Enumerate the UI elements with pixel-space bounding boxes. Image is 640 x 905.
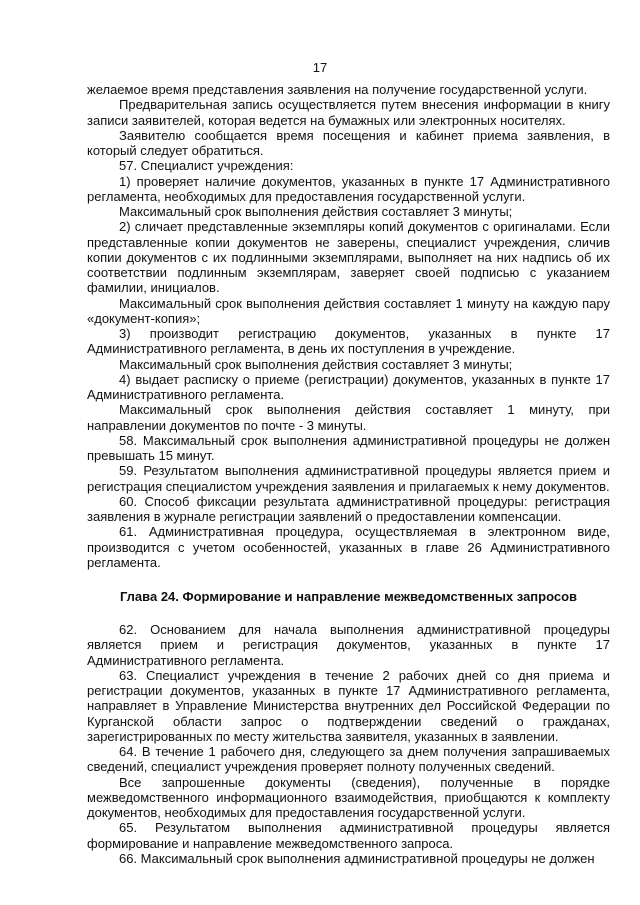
paragraph: 58. Максимальный срок выполнения административной процедуры не должен превышать 15 минут. [87,432,610,463]
paragraph: Максимальный срок выполнения действия составляет 1 минуту, при направлении документов по почте - 3 минуты. [87,402,610,433]
paragraph: Максимальный срок выполнения действия составляет 3 минуты; [119,356,513,372]
paragraph: 57. Специалист учреждения: [119,158,294,174]
paragraph: 62. Основанием для начала выполнения административной процедуры является прием и регистрация документов, указанных в пункте 17 Административного регламента. [87,622,610,668]
paragraph: 61. Административная процедура, осуществляемая в электронном виде, производится с учетом особенностей, указанных в главе 26 Административного регламента. [87,524,610,570]
paragraph: 4) выдает расписку о приеме (регистрации) документов, указанных в пункте 17 Административного регламента. [87,371,610,402]
paragraph: 2) сличает представленные экземпляры копий документов с оригиналами. Если представленные копии документов не заверены, специалист учреждения, сличив копии документов с их подлинными экземплярами, выполняет на них надпись об их соответствии подлинным экземплярам, заверяет своей подписью с указанием фамилии, инициалов. [87,219,610,296]
paragraph: 3) производит регистрацию документов, указанных в пункте 17 Административного регламента, в день их поступления в учреждение. [87,326,610,357]
paragraph: 63. Специалист учреждения в течение 2 рабочих дней со дня приема и регистрации документов, указанных в пункте 17 Административного регламента, направляет в Управление Министерства внутренних дел Российской Федерации по Курганской области запрос о подтверждении сведений о гражданах, зарегистрированных по месту жительства заявителя, указанных в заявлении. [87,667,610,744]
paragraph: Все запрошенные документы (сведения), полученные в порядке межведомственного информационного взаимодействия, приобщаются к комплекту документов, необходимых для предоставления государственной услуги. [87,774,610,820]
paragraph: 1) проверяет наличие документов, указанных в пункте 17 Административного регламента, необходимых для предоставления государственной услуги. [87,173,610,204]
chapter-title: Глава 24. Формирование и направление межведомственных запросов [119,589,578,604]
paragraph: Заявителю сообщается время посещения и кабинет приема заявления, в который следует обратиться. [87,127,610,158]
paragraph: 60. Способ фиксации результата административной процедуры: регистрация заявления в журнале регистрации заявлений о предоставлении компенсации. [87,493,610,524]
document-body [87,82,610,866]
page-number: 17 [312,60,328,75]
paragraph: Максимальный срок выполнения действия составляет 3 минуты; [119,204,513,219]
paragraph: желаемое время представления заявления на получение государственной услуги. [87,82,588,97]
paragraph: Предварительная запись осуществляется путем внесения информации в книгу записи заявителей, которая ведется на бумажных или электронных носителях. [87,97,610,128]
paragraph: 65. Результатом выполнения административной процедуры является формирование и направление межведомственного запроса. [87,820,610,851]
paragraph: 59. Результатом выполнения административной процедуры является прием и регистрация специалистом учреждения заявления и прилагаемых к нему документов. [87,463,610,494]
paragraph: 66. Максимальный срок выполнения административной процедуры не должен [119,850,595,866]
paragraph: Максимальный срок выполнения действия составляет 1 минуту на каждую пару «документ-копия»; [87,295,610,326]
paragraph: 64. В течение 1 рабочего дня, следующего за днем получения запрашиваемых сведений, специалист учреждения проверяет полноту полученных сведений. [87,744,610,775]
